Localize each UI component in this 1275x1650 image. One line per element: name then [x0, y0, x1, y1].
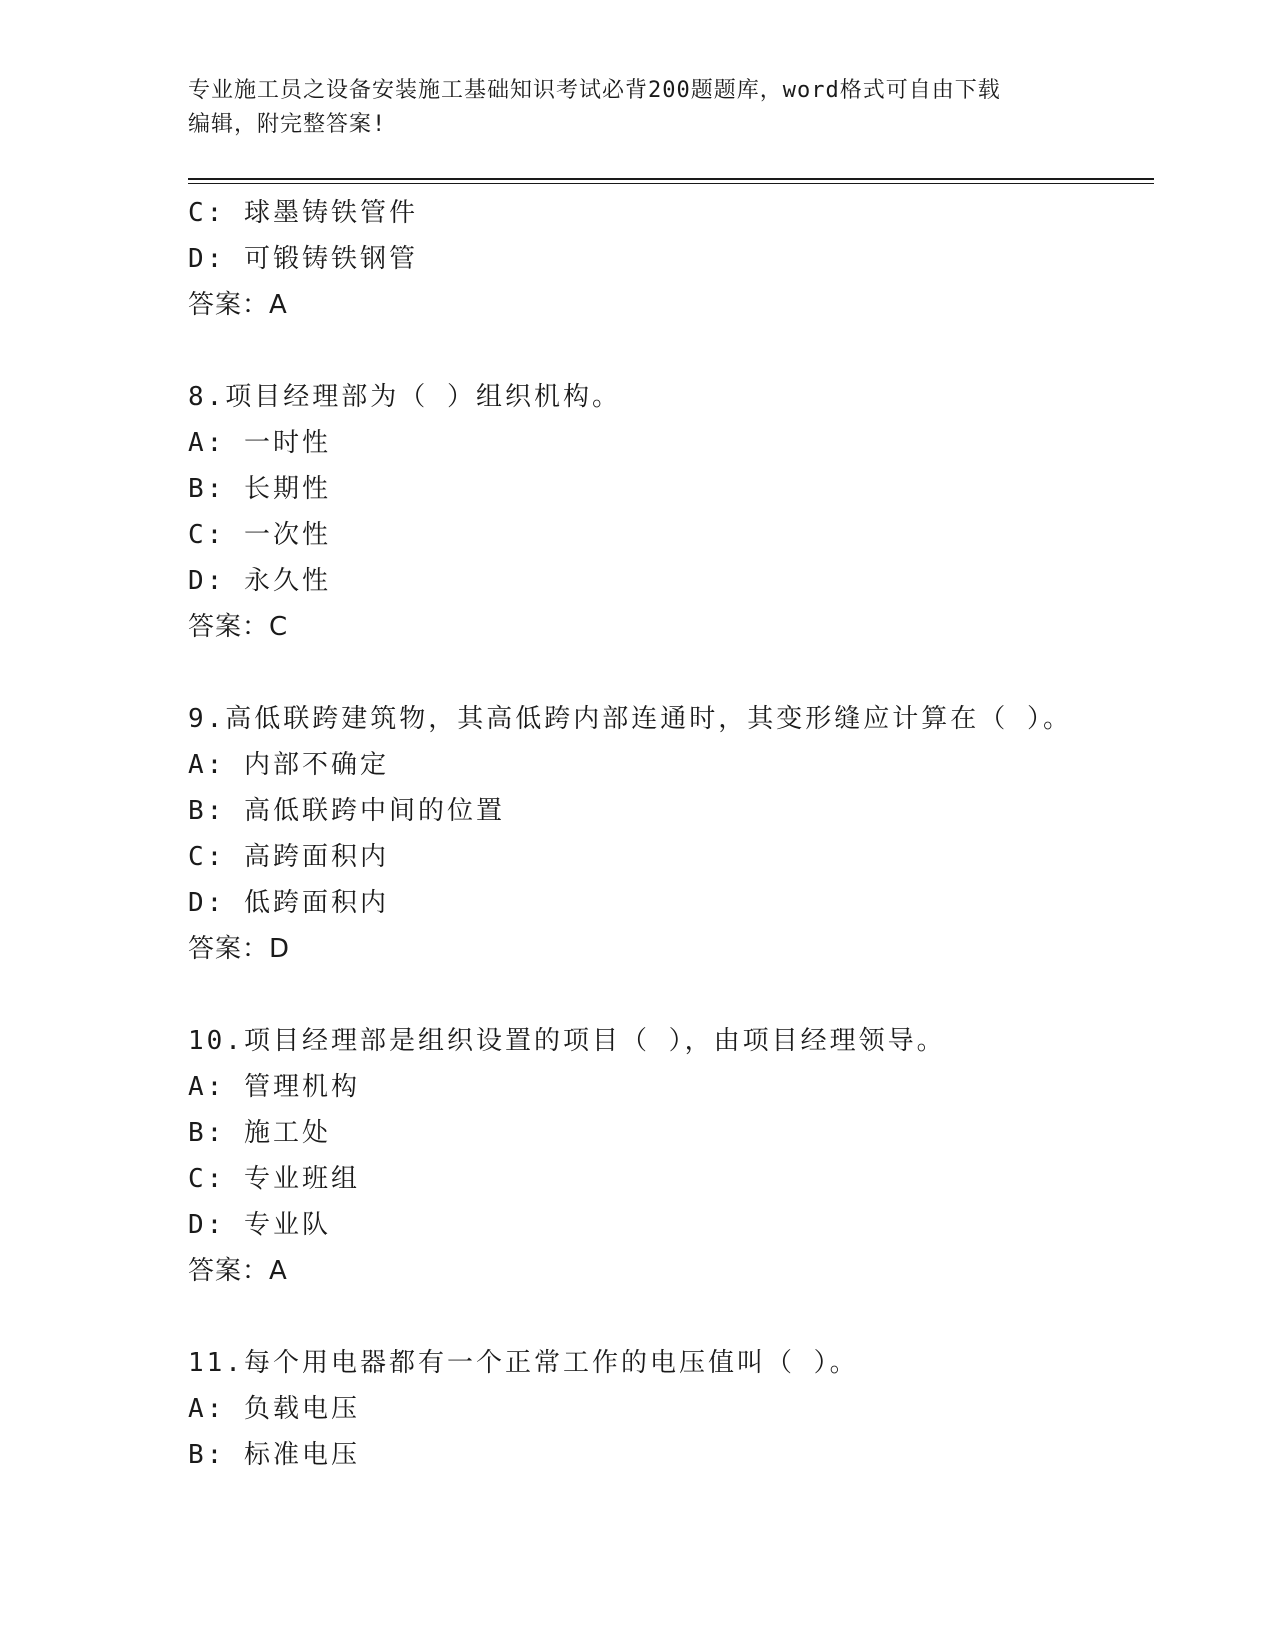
question-list	[188, 190, 1154, 1478]
header-line-2: 编辑，附完整答案!	[188, 112, 387, 137]
option-d: D: 低跨面积内	[188, 888, 389, 918]
question-8	[188, 374, 1154, 650]
option-b: B: 施工处	[188, 1118, 331, 1148]
answer-line: 答案：C	[188, 612, 289, 642]
option-d: D: 可锻铸铁钢管	[188, 244, 418, 274]
option-a: A: 一时性	[188, 428, 331, 458]
question-10	[188, 1018, 1154, 1294]
option-c: C: 球墨铸铁管件	[188, 198, 418, 228]
question-11	[188, 1340, 1154, 1478]
answer-line: 答案：D	[188, 934, 291, 964]
question-gap	[188, 650, 1154, 696]
header-rule-thick	[188, 178, 1154, 180]
header-rule-thin	[188, 183, 1154, 184]
option-b: B: 标准电压	[188, 1440, 360, 1470]
option-b: B: 高低联跨中间的位置	[188, 796, 505, 826]
question-stem: 10.项目经理部是组织设置的项目（ ），由项目经理领导。	[188, 1026, 946, 1056]
question-stem: 9.高低联跨建筑物，其高低跨内部连通时，其变形缝应计算在（ ）。	[188, 704, 1072, 734]
option-a: A: 内部不确定	[188, 750, 389, 780]
question-gap	[188, 972, 1154, 1018]
option-a: A: 管理机构	[188, 1072, 360, 1102]
option-b: B: 长期性	[188, 474, 331, 504]
question-continued	[188, 190, 1154, 328]
option-c: C: 一次性	[188, 520, 331, 550]
answer-line: 答案：A	[188, 290, 288, 320]
question-9	[188, 696, 1154, 972]
option-a: A: 负载电压	[188, 1394, 360, 1424]
question-stem: 11.每个用电器都有一个正常工作的电压值叫（ ）。	[188, 1348, 859, 1378]
question-stem: 8.项目经理部为（ ）组织机构。	[188, 382, 621, 412]
question-gap	[188, 1294, 1154, 1340]
option-c: C: 专业班组	[188, 1164, 360, 1194]
question-gap	[188, 328, 1154, 374]
document-header	[188, 74, 1088, 142]
option-d: D: 永久性	[188, 566, 331, 596]
header-line-1: 专业施工员之设备安装施工基础知识考试必背200题题库，word格式可自由下载	[188, 78, 1001, 103]
option-c: C: 高跨面积内	[188, 842, 389, 872]
answer-line: 答案：A	[188, 1256, 288, 1286]
option-d: D: 专业队	[188, 1210, 331, 1240]
